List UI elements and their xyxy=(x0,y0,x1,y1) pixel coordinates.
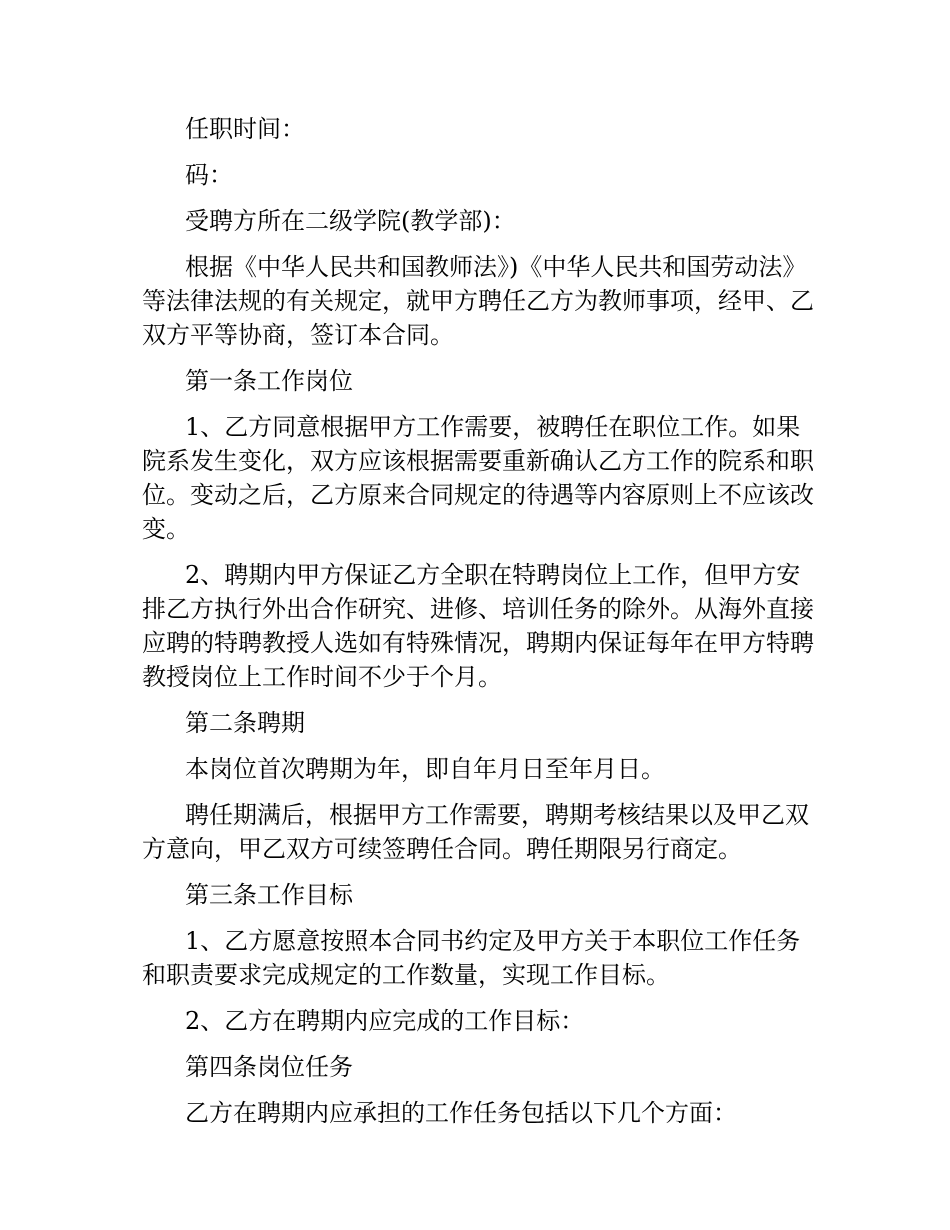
article-4-heading: 第四条岗位任务 xyxy=(185,1053,353,1081)
field-code: 码： xyxy=(185,161,233,189)
article-3-clause-2: 2、乙方在聘期内应完成的工作目标： xyxy=(185,1007,585,1035)
article-1-clause-2: 2、聘期内甲方保证乙方全职在特聘岗位上工作，但甲方安排乙方执行外出合作研究、进修、培训任务的除外。从海外直接应聘的特聘教授人选如有特殊情况，聘期内保证每年在甲方特聘教授岗位上工作时间不少于个月。 xyxy=(142,561,814,691)
article-2-term: 本岗位首次聘期为年，即自年月日至年月日。 xyxy=(185,755,665,783)
article-3-heading: 第三条工作目标 xyxy=(185,881,353,909)
field-college: 受聘方所在二级学院(教学部)： xyxy=(185,207,516,235)
document-page xyxy=(142,112,814,1142)
article-2-heading: 第二条聘期 xyxy=(185,709,305,737)
article-3-clause-1: 1、乙方愿意按照本合同书约定及甲方关于本职位工作任务和职责要求完成规定的工作数量，实现工作目标。 xyxy=(142,927,801,989)
field-term-of-office: 任职时间： xyxy=(185,115,305,143)
article-1-clause-1: 1、乙方同意根据甲方工作需要，被聘任在职位工作。如果院系发生变化，双方应该根据需要重新确认乙方工作的院系和职位。变动之后，乙方原来合同规定的待遇等内容原则上不应该改变。 xyxy=(142,413,814,543)
article-4-intro: 乙方在聘期内应承担的工作任务包括以下几个方面： xyxy=(185,1099,737,1127)
article-2-renewal: 聘任期满后，根据甲方工作需要，聘期考核结果以及甲乙双方意向，甲乙双方可续签聘任合同。聘任期限另行商定。 xyxy=(142,801,809,863)
preamble-paragraph: 根据《中华人民共和国教师法》)《中华人民共和国劳动法》等法律法规的有关规定，就甲方聘任乙方为教师事项，经甲、乙双方平等协商，签订本合同。 xyxy=(142,253,814,349)
article-1-heading: 第一条工作岗位 xyxy=(185,367,353,395)
